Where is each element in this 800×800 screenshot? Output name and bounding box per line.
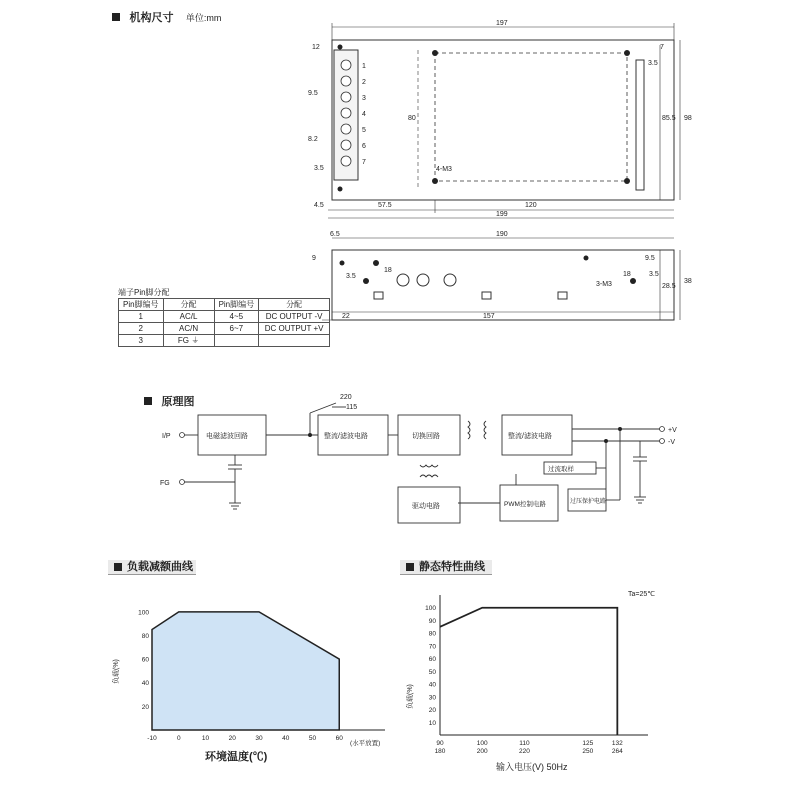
- dim-label: 28.5: [662, 283, 676, 290]
- table-cell: DC OUTPUT +V: [259, 323, 330, 335]
- emi-label: 电磁滤波回路: [206, 433, 248, 440]
- rect2-label: 整流/滤波电路: [508, 433, 552, 440]
- table-cell: AC/N: [163, 323, 214, 335]
- dim-label: 6.5: [330, 231, 340, 238]
- ovp-label: 过压保护电路: [570, 499, 607, 505]
- y-tick-label: 40: [141, 680, 149, 688]
- static-line: [440, 608, 617, 735]
- block-title: 原理图: [161, 395, 195, 408]
- static-chart: [400, 585, 670, 780]
- table-row: [119, 335, 330, 347]
- plus-v-label: +V: [668, 427, 677, 434]
- derating-area: [152, 612, 339, 730]
- x-tick-label: 20: [228, 735, 236, 742]
- terminal-num: 5: [362, 127, 366, 134]
- static-ta: Ta=25℃: [628, 591, 656, 598]
- derating-xunit: (水平放置): [350, 740, 381, 747]
- dim-label: 3-M3: [596, 281, 612, 288]
- terminal-num: 3: [362, 95, 366, 102]
- derating-chart: [110, 595, 410, 765]
- dim-label: 9: [312, 255, 316, 262]
- rect1-label: 整流/滤波电路: [324, 433, 368, 440]
- dim-label: 12: [312, 44, 320, 51]
- table-row: [119, 299, 330, 311]
- static-title: [400, 560, 492, 575]
- dim-label: 157: [483, 313, 495, 320]
- mech-section-header: [112, 8, 221, 26]
- dim-label: 3.5: [314, 165, 324, 172]
- table-cell: [214, 335, 259, 347]
- y-tick-label: 70: [428, 643, 436, 651]
- bullet-icon: [112, 13, 120, 21]
- dim-label: 3.5: [648, 60, 658, 67]
- dim-label: 4.5: [314, 202, 324, 209]
- x-tick-label: -10: [147, 735, 157, 742]
- sw-115-label: 115: [346, 404, 358, 411]
- dim-label: 7: [660, 44, 664, 51]
- x-tick-label: 50: [308, 735, 317, 742]
- dim-label: 199: [496, 211, 508, 218]
- y-tick-label: 80: [428, 630, 436, 638]
- table-header: Pin脚编号: [119, 299, 164, 311]
- dim-label: 3.5: [649, 271, 659, 278]
- table-cell: 6~7: [214, 323, 259, 335]
- sw-220-label: 220: [340, 394, 352, 401]
- derating-ylabel: 负载(%): [113, 659, 120, 684]
- pin-table-title: 端子Pin脚分配: [118, 288, 170, 297]
- x-tick-label: 132: [611, 740, 623, 747]
- x-tick-label: 40: [282, 735, 290, 742]
- table-row: [119, 311, 330, 323]
- terminal-num: 4: [362, 111, 366, 118]
- x-tick-label: 110: [519, 740, 530, 747]
- dim-label: 3.5: [346, 273, 356, 280]
- table-header: 分配: [163, 299, 214, 311]
- pin-table: [118, 298, 330, 347]
- terminal-num: 1: [362, 63, 366, 70]
- derating-title-text: 负载减额曲线: [127, 561, 193, 573]
- derating-xlabel: 环境温度(℃): [205, 751, 268, 763]
- mech-unit: 单位:mm: [185, 13, 222, 23]
- terminal-num: 2: [362, 79, 366, 86]
- y-tick-label: 20: [141, 703, 149, 711]
- y-tick-label: 90: [428, 617, 436, 625]
- x-tick-label: 125: [582, 740, 594, 747]
- dim-label: 197: [496, 20, 508, 27]
- drive-label: 驱动电路: [412, 503, 440, 510]
- table-row: [119, 323, 330, 335]
- mech-title: 机构尺寸: [129, 11, 174, 24]
- x-tick-label-secondary: 250: [582, 748, 594, 755]
- table-cell: AC/L: [163, 311, 214, 323]
- static-title-text: 静态特性曲线: [419, 561, 485, 573]
- y-tick-label: 100: [425, 605, 436, 613]
- x-tick-label-secondary: 220: [519, 748, 530, 755]
- y-tick-label: 100: [138, 609, 149, 617]
- dim-label: 4-M3: [436, 166, 452, 173]
- terminal-num: 6: [362, 143, 366, 150]
- x-tick-label: 10: [201, 735, 210, 742]
- terminal-num: 7: [362, 159, 366, 166]
- y-tick-label: 30: [428, 694, 436, 702]
- table-cell: 2: [119, 323, 164, 335]
- derating-title: [108, 560, 196, 575]
- dim-label: 57.5: [378, 202, 392, 209]
- x-tick-label: 90: [436, 740, 444, 747]
- y-tick-label: 10: [428, 719, 436, 727]
- side-view-drawing: [300, 228, 700, 328]
- dim-label: 22: [342, 313, 350, 320]
- dim-label: 9.5: [308, 90, 318, 97]
- dim-label: 190: [496, 231, 508, 238]
- switch-label: 切换回路: [412, 433, 440, 440]
- fg-label: FG: [160, 480, 170, 487]
- ocp-label: 过流取样: [548, 466, 574, 473]
- table-header: 分配: [259, 299, 330, 311]
- top-view-drawing: [300, 15, 700, 220]
- y-tick-label: 50: [428, 668, 436, 676]
- y-tick-label: 60: [141, 656, 149, 664]
- dim-label: 8.2: [308, 136, 318, 143]
- dim-label: 18: [623, 271, 631, 278]
- table-header: Pin脚编号: [214, 299, 259, 311]
- table-cell: DC OUTPUT -V: [259, 311, 330, 323]
- table-cell: 3: [119, 335, 164, 347]
- static-ylabel: 负载(%): [407, 684, 414, 709]
- block-diagram: [150, 385, 690, 530]
- x-tick-label-secondary: 200: [476, 748, 488, 755]
- x-tick-label: 60: [335, 735, 343, 742]
- ip-label: I/P: [162, 433, 171, 440]
- x-tick-label-secondary: 264: [611, 748, 623, 755]
- x-tick-label: 0: [176, 735, 181, 742]
- minus-v-label: -V: [668, 439, 675, 446]
- dim-label: 38: [684, 278, 692, 285]
- y-tick-label: 20: [428, 707, 436, 715]
- table-cell: 4~5: [214, 311, 259, 323]
- dim-label: 85.5: [662, 115, 676, 122]
- table-cell: [259, 335, 330, 347]
- table-cell: FG ⏚: [163, 335, 214, 347]
- x-tick-label: 100: [476, 740, 488, 747]
- bullet-icon: [406, 563, 414, 571]
- pwm-label: PWM控制电路: [504, 501, 546, 508]
- y-tick-label: 80: [141, 632, 149, 640]
- dim-label: 9.5: [645, 255, 655, 262]
- static-xlabel: 输入电压(V) 50Hz: [496, 762, 568, 772]
- dim-label: 98: [684, 115, 692, 122]
- dim-label: 120: [525, 202, 537, 209]
- case-outline: [332, 40, 674, 200]
- table-cell: 1: [119, 311, 164, 323]
- x-tick-label-secondary: 180: [434, 748, 446, 755]
- x-tick-label: 30: [255, 735, 263, 742]
- dim-label: 80: [408, 115, 416, 122]
- y-tick-label: 60: [428, 656, 436, 664]
- dim-label: 18: [384, 267, 392, 274]
- y-tick-label: 40: [428, 681, 436, 689]
- bullet-icon: [114, 563, 122, 571]
